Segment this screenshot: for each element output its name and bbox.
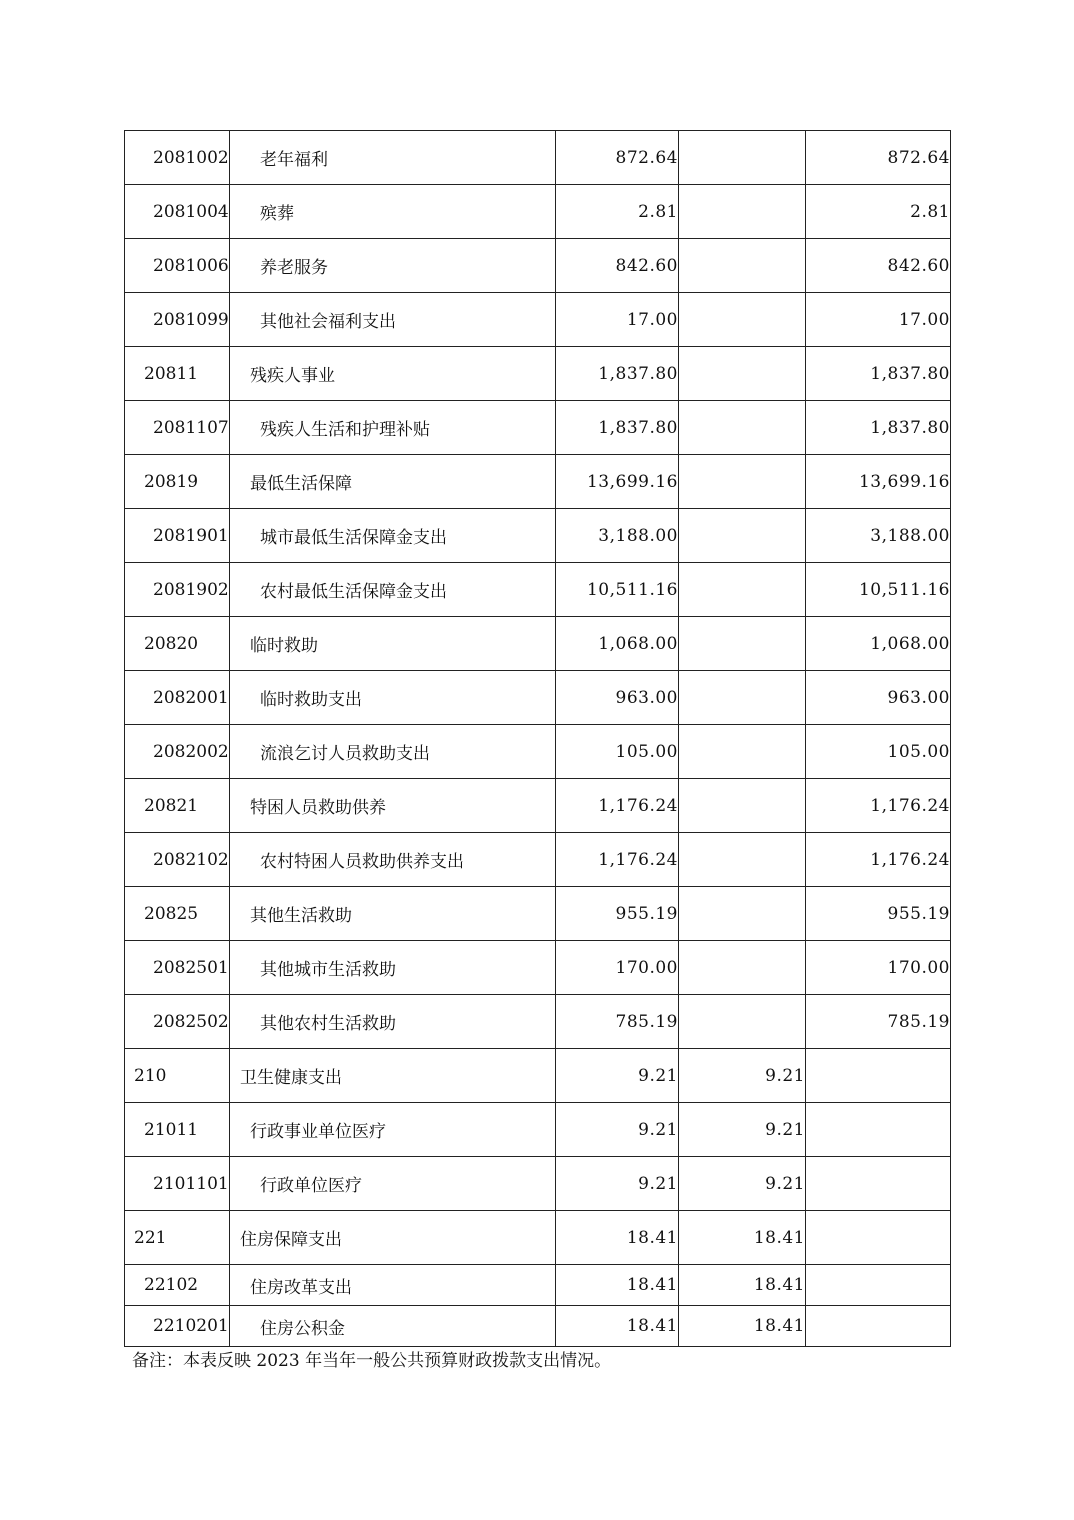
subject-code: 20825: [125, 887, 230, 941]
basic-amount: [679, 725, 806, 779]
total-amount: 18.41: [556, 1211, 679, 1265]
total-amount: 1,837.80: [556, 401, 679, 455]
table-row: [125, 509, 951, 563]
project-amount: [806, 1049, 951, 1103]
total-amount: 785.19: [556, 995, 679, 1049]
table-row: [125, 347, 951, 401]
table-row: [125, 1265, 951, 1306]
subject-name: 住房改革支出: [230, 1265, 556, 1306]
total-amount: 872.64: [556, 131, 679, 185]
subject-name: 流浪乞讨人员救助支出: [230, 725, 556, 779]
total-amount: 842.60: [556, 239, 679, 293]
table-row: [125, 887, 951, 941]
basic-amount: 9.21: [679, 1157, 806, 1211]
project-amount: 105.00: [806, 725, 951, 779]
basic-amount: [679, 455, 806, 509]
table-row: [125, 941, 951, 995]
total-amount: 3,188.00: [556, 509, 679, 563]
basic-amount: [679, 617, 806, 671]
subject-code: 20811: [125, 347, 230, 401]
subject-name: 其他农村生活救助: [230, 995, 556, 1049]
subject-code: 221: [125, 1211, 230, 1265]
basic-amount: [679, 887, 806, 941]
project-amount: [806, 1265, 951, 1306]
table-row: [125, 185, 951, 239]
table-row: [125, 563, 951, 617]
basic-amount: [679, 671, 806, 725]
subject-name: 残疾人事业: [230, 347, 556, 401]
basic-amount: [679, 185, 806, 239]
project-amount: 10,511.16: [806, 563, 951, 617]
subject-code: 2101101: [125, 1157, 230, 1211]
total-amount: 1,176.24: [556, 833, 679, 887]
basic-amount: 18.41: [679, 1211, 806, 1265]
subject-code: 2081901: [125, 509, 230, 563]
project-amount: [806, 1211, 951, 1265]
subject-code: 2082001: [125, 671, 230, 725]
subject-code: 2082502: [125, 995, 230, 1049]
project-amount: 963.00: [806, 671, 951, 725]
total-amount: 1,837.80: [556, 347, 679, 401]
total-amount: 2.81: [556, 185, 679, 239]
subject-name: 老年福利: [230, 131, 556, 185]
subject-name: 特困人员救助供养: [230, 779, 556, 833]
total-amount: 13,699.16: [556, 455, 679, 509]
subject-name: 住房保障支出: [230, 1211, 556, 1265]
subject-name: 养老服务: [230, 239, 556, 293]
subject-name: 最低生活保障: [230, 455, 556, 509]
subject-code: 20821: [125, 779, 230, 833]
table-footnote: 备注：本表反映 2023 年当年一般公共预算财政拨款支出情况。: [132, 1351, 612, 1371]
project-amount: 1,068.00: [806, 617, 951, 671]
subject-name: 临时救助支出: [230, 671, 556, 725]
table-row: [125, 1211, 951, 1265]
subject-code: 20819: [125, 455, 230, 509]
subject-code: 2081004: [125, 185, 230, 239]
subject-code: 22102: [125, 1265, 230, 1306]
table-row: [125, 1306, 951, 1347]
project-amount: [806, 1103, 951, 1157]
subject-name: 其他生活救助: [230, 887, 556, 941]
total-amount: 18.41: [556, 1265, 679, 1306]
table-row: [125, 725, 951, 779]
project-amount: 872.64: [806, 131, 951, 185]
subject-code: 2082102: [125, 833, 230, 887]
subject-code: 2082002: [125, 725, 230, 779]
total-amount: 17.00: [556, 293, 679, 347]
total-amount: 10,511.16: [556, 563, 679, 617]
total-amount: 18.41: [556, 1306, 679, 1347]
project-amount: 785.19: [806, 995, 951, 1049]
subject-code: 20820: [125, 617, 230, 671]
subject-name: 住房公积金: [230, 1306, 556, 1347]
basic-amount: [679, 779, 806, 833]
project-amount: 1,837.80: [806, 347, 951, 401]
basic-amount: [679, 941, 806, 995]
total-amount: 9.21: [556, 1157, 679, 1211]
table-row: [125, 1103, 951, 1157]
subject-name: 残疾人生活和护理补贴: [230, 401, 556, 455]
basic-amount: 9.21: [679, 1103, 806, 1157]
project-amount: 13,699.16: [806, 455, 951, 509]
basic-amount: [679, 509, 806, 563]
project-amount: 17.00: [806, 293, 951, 347]
subject-code: 21011: [125, 1103, 230, 1157]
subject-code: 2210201: [125, 1306, 230, 1347]
table-row: [125, 293, 951, 347]
subject-name: 农村特困人员救助供养支出: [230, 833, 556, 887]
table-row: [125, 401, 951, 455]
table-row: [125, 131, 951, 185]
total-amount: 963.00: [556, 671, 679, 725]
table-row: [125, 239, 951, 293]
subject-name: 城市最低生活保障金支出: [230, 509, 556, 563]
subject-name: 其他社会福利支出: [230, 293, 556, 347]
table-row: [125, 617, 951, 671]
basic-amount: 9.21: [679, 1049, 806, 1103]
subject-code: 2081107: [125, 401, 230, 455]
subject-name: 卫生健康支出: [230, 1049, 556, 1103]
basic-amount: [679, 833, 806, 887]
total-amount: 105.00: [556, 725, 679, 779]
project-amount: 2.81: [806, 185, 951, 239]
subject-name: 行政事业单位医疗: [230, 1103, 556, 1157]
project-amount: 1,837.80: [806, 401, 951, 455]
basic-amount: [679, 563, 806, 617]
project-amount: 1,176.24: [806, 833, 951, 887]
basic-amount: [679, 401, 806, 455]
subject-code: 2081006: [125, 239, 230, 293]
subject-code: 2081099: [125, 293, 230, 347]
table-row: [125, 455, 951, 509]
subject-name: 农村最低生活保障金支出: [230, 563, 556, 617]
basic-amount: 18.41: [679, 1265, 806, 1306]
subject-name: 行政单位医疗: [230, 1157, 556, 1211]
subject-code: 2081902: [125, 563, 230, 617]
project-amount: [806, 1306, 951, 1347]
total-amount: 170.00: [556, 941, 679, 995]
subject-code: 210: [125, 1049, 230, 1103]
basic-amount: [679, 239, 806, 293]
subject-code: 2081002: [125, 131, 230, 185]
table-body: [125, 131, 951, 1347]
project-amount: 1,176.24: [806, 779, 951, 833]
basic-amount: 18.41: [679, 1306, 806, 1347]
project-amount: 3,188.00: [806, 509, 951, 563]
basic-amount: [679, 293, 806, 347]
total-amount: 9.21: [556, 1049, 679, 1103]
total-amount: 1,176.24: [556, 779, 679, 833]
subject-name: 其他城市生活救助: [230, 941, 556, 995]
table-row: [125, 995, 951, 1049]
basic-amount: [679, 347, 806, 401]
expenditure-table: [124, 130, 951, 1347]
subject-code: 2082501: [125, 941, 230, 995]
basic-amount: [679, 995, 806, 1049]
table-row: [125, 1049, 951, 1103]
project-amount: 842.60: [806, 239, 951, 293]
table-row: [125, 1157, 951, 1211]
basic-amount: [679, 131, 806, 185]
project-amount: 170.00: [806, 941, 951, 995]
project-amount: 955.19: [806, 887, 951, 941]
subject-name: 临时救助: [230, 617, 556, 671]
total-amount: 1,068.00: [556, 617, 679, 671]
project-amount: [806, 1157, 951, 1211]
total-amount: 955.19: [556, 887, 679, 941]
table-row: [125, 833, 951, 887]
table-row: [125, 671, 951, 725]
table-row: [125, 779, 951, 833]
subject-name: 殡葬: [230, 185, 556, 239]
total-amount: 9.21: [556, 1103, 679, 1157]
